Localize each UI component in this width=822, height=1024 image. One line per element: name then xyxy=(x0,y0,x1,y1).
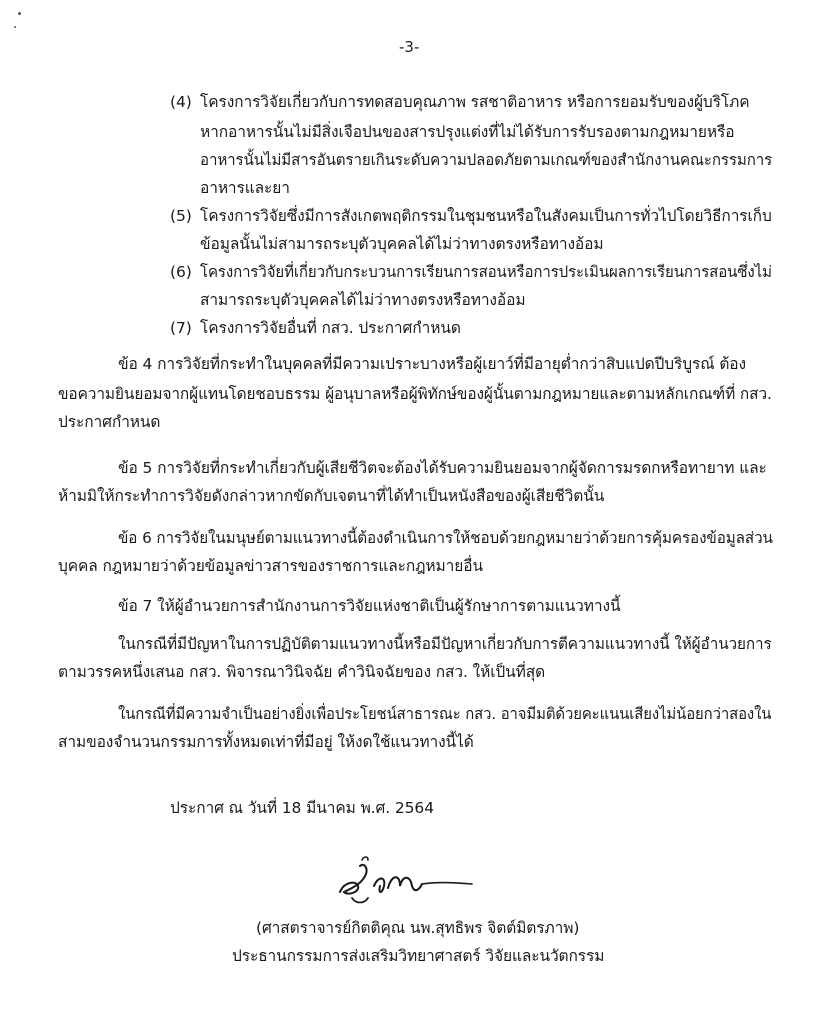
list-item-line: อาหารและยา xyxy=(200,179,290,197)
clause-line: ในกรณีที่มีปัญหาในการปฏิบัติตามแนวทางนี้หรือมีปัญหาเกี่ยวกับการตีความแนวทางนี้ ให้ผู้อำนวยการ xyxy=(118,635,772,653)
handwritten-signature xyxy=(322,852,482,912)
list-item-line: หากอาหารนั้นไม่มีสิ่งเจือปนของสารปรุงแต่งที่ไม่ได้รับการรับรองตามกฎหมายหรือ xyxy=(200,123,735,141)
list-item-number: (6) xyxy=(170,263,192,281)
clause-line: บุคคล กฎหมายว่าด้วยข้อมูลข่าวสารของราชการและกฎหมายอื่น xyxy=(58,557,483,575)
clause-line: ประกาศกำหนด xyxy=(58,413,161,431)
clause-line: ในกรณีที่มีความจำเป็นอย่างยิ่งเพื่อประโยชน์สาธารณะ กสว. อาจมีมติด้วยคะแนนเสียงไม่น้อยกว่าสองใน xyxy=(118,705,772,723)
announcement-date: ประกาศ ณ วันที่ 18 มีนาคม พ.ศ. 2564 xyxy=(170,799,434,817)
list-item-number: (4) xyxy=(170,93,192,111)
clause-line: ห้ามมิให้กระทำการวิจัยดังกล่าวหากขัดกับเจตนาที่ได้ทำเป็นหนังสือของผู้เสียชีวิตนั้น xyxy=(58,487,605,505)
list-item-line: โครงการวิจัยเกี่ยวกับการทดสอบคุณภาพ รสชาติอาหาร หรือการยอมรับของผู้บริโภค xyxy=(200,93,750,111)
list-item-line: อาหารนั้นไม่มีสารอันตรายเกินระดับความปลอดภัยตามเกณฑ์ของสำนักงานคณะกรรมการ xyxy=(200,151,773,169)
page-number: -3- xyxy=(399,38,420,56)
list-item-number: (7) xyxy=(170,319,192,337)
clause-line: ข้อ 4 การวิจัยที่กระทำในบุคคลที่มีความเปราะบางหรือผู้เยาว์ที่มีอายุต่ำกว่าสิบแปดปีบริบูรณ์ ต้อง xyxy=(118,355,746,373)
clause-line: สามของจำนวนกรรมการทั้งหมดเท่าที่มีอยู่ ให้งดใช้แนวทางนี้ได้ xyxy=(58,733,474,751)
clause-line: ข้อ 6 การวิจัยในมนุษย์ตามแนวทางนี้ต้องดำเนินการให้ชอบด้วยกฎหมายว่าด้วยการคุ้มครองข้อมูลส่วน xyxy=(118,529,773,547)
clause-line: ตามวรรคหนึ่งเสนอ กสว. พิจารณาวินิจฉัย คำวินิจฉัยของ กสว. ให้เป็นที่สุด xyxy=(58,663,546,681)
clause-line: ขอความยินยอมจากผู้แทนโดยชอบธรรม ผู้อนุบาลหรือผู้พิทักษ์ของผู้นั้นตามกฎหมายและตามหลักเกณฑ์ที่ กสว. xyxy=(58,385,772,403)
signatory-position: ประธานกรรมการส่งเสริมวิทยาศาสตร์ วิจัยและนวัตกรรม xyxy=(232,947,605,965)
clause-line: ข้อ 7 ให้ผู้อำนวยการสำนักงานการวิจัยแห่งชาติเป็นผู้รักษาการตามแนวทางนี้ xyxy=(118,597,621,615)
scan-speck xyxy=(14,26,16,28)
list-item-number: (5) xyxy=(170,207,192,225)
list-item-line: โครงการวิจัยอื่นที่ กสว. ประกาศกำหนด xyxy=(200,319,461,337)
signatory-name: (ศาสตราจารย์กิตติคุณ นพ.สุทธิพร จิตต์มิตรภาพ) xyxy=(256,919,580,937)
list-item-line: สามารถระบุตัวบุคคลได้ไม่ว่าทางตรงหรือทางอ้อม xyxy=(200,291,526,309)
clause-line: ข้อ 5 การวิจัยที่กระทำเกี่ยวกับผู้เสียชีวิตจะต้องได้รับความยินยอมจากผู้จัดการมรดกหรือทายาท และ xyxy=(118,459,767,477)
scan-speck xyxy=(18,12,21,15)
list-item-line: โครงการวิจัยซึ่งมีการสังเกตพฤติกรรมในชุมชนหรือในสังคมเป็นการทั่วไปโดยวิธีการเก็บ xyxy=(200,207,772,225)
list-item-line: โครงการวิจัยที่เกี่ยวกับกระบวนการเรียนการสอนหรือการประเมินผลการเรียนการสอนซึ่งไม่ xyxy=(200,263,772,281)
list-item-line: ข้อมูลนั้นไม่สามารถระบุตัวบุคคลได้ไม่ว่าทางตรงหรือทางอ้อม xyxy=(200,235,604,253)
